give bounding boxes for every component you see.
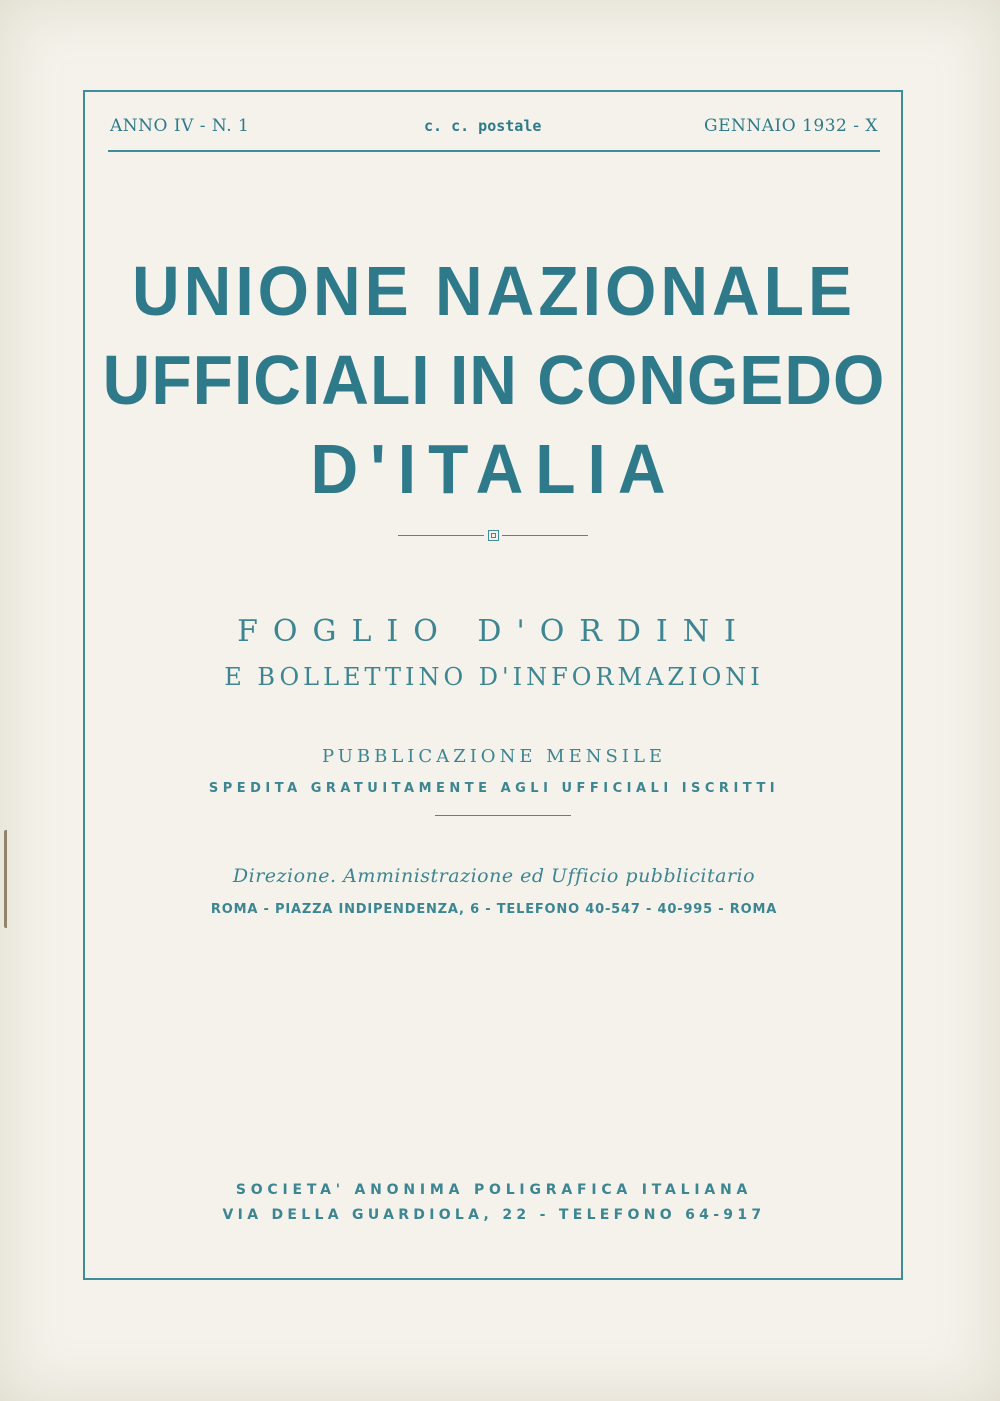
staple-mark <box>4 830 15 928</box>
issue-number: ANNO IV - N. 1 <box>110 116 250 136</box>
postal-note: c. c. postale <box>424 117 542 135</box>
title-line-2: UFFICIALI IN CONGEDO <box>102 341 886 419</box>
publication-frequency: PUBBLICAZIONE MENSILE <box>321 746 667 767</box>
ornament-line-left <box>398 535 484 536</box>
title-line-3: D'ITALIA <box>310 430 678 508</box>
ornament-divider <box>398 530 588 542</box>
management-offices: Direzione. Amministrazione ed Ufficio pubblicitario <box>232 865 756 887</box>
issue-date: GENNAIO 1932 - X <box>704 116 878 136</box>
subtitle-line-1: FOGLIO D'ORDINI <box>237 614 751 649</box>
management-address: ROMA - PIAZZA INDIPENDENZA, 6 - TELEFONO 40-547 - 40-995 - ROMA <box>210 902 778 917</box>
publication-distribution: SPEDITA GRATUITAMENTE AGLI UFFICIALI ISCRITTI <box>208 781 780 796</box>
subtitle-line-2: E BOLLETTINO D'INFORMAZIONI <box>224 663 764 691</box>
small-divider <box>435 815 571 816</box>
title-line-1: UNIONE NAZIONALE <box>132 252 856 330</box>
ornament-line-right <box>502 535 588 536</box>
printer-name: SOCIETA' ANONIMA POLIGRAFICA ITALIANA <box>235 1182 753 1198</box>
header-row <box>108 116 880 140</box>
header-divider <box>108 150 880 152</box>
printer-address: VIA DELLA GUARDIOLA, 22 - TELEFONO 64-917 <box>222 1207 766 1223</box>
ornament-square-icon <box>488 530 499 541</box>
